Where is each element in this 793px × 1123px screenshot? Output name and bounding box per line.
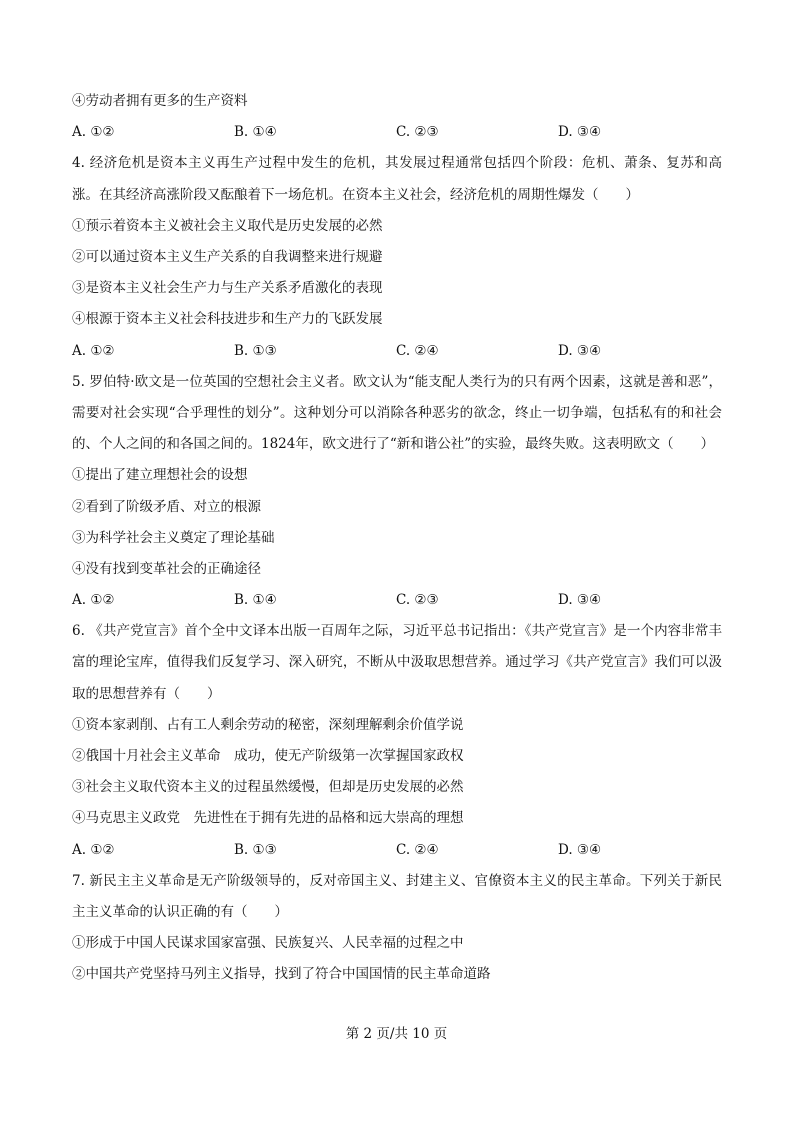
option-b: B. ①③ bbox=[234, 342, 277, 359]
option-d: D. ③④ bbox=[558, 841, 602, 858]
option-item: ④马克思主义政党 先进性在于拥有先进的品格和远大崇高的理想 bbox=[72, 810, 464, 827]
option-d: D. ③④ bbox=[558, 342, 602, 359]
option-c: C. ②③ bbox=[396, 124, 439, 141]
answer-options bbox=[72, 585, 722, 616]
option-item: ②俄国十月社会主义革命 成功，使无产阶级第一次掌握国家政权 bbox=[72, 748, 464, 765]
answer-options bbox=[72, 117, 722, 148]
answer-options bbox=[72, 336, 722, 367]
page-footer: 第 2 页/共 10 页 bbox=[345, 1026, 448, 1042]
option-item: ③是资本主义社会生产力与生产关系矛盾激化的表现 bbox=[72, 280, 383, 297]
option-item: ①资本家剥削、占有工人剩余劳动的秘密，深刻理解剩余价值学说 bbox=[72, 716, 464, 733]
question-4-stem: 4. 经济危机是资本主义再生产过程中发生的危机，其发展过程通常包括四个阶段：危机、萧条、复苏和高涨。在其经济高涨阶段又酝酿着下一场危机。在资本主义社会，经济危机的周期性爆发（ ） bbox=[72, 155, 722, 203]
option-c: C. ②③ bbox=[396, 592, 439, 609]
option-item: ②看到了阶级矛盾、对立的根源 bbox=[72, 498, 261, 515]
question-6-stem: 6. 《共产党宣言》首个全中文译本出版一百周年之际，习近平总书记指出：《共产党宣言》是一个内容非常丰富的理论宝库，值得我们反复学习、深入研究，不断从中汲取思想营养。通过学习《共产党宣言》我们可以汲取的思想营养有（ ） bbox=[72, 623, 722, 702]
option-c: C. ②④ bbox=[396, 342, 439, 359]
option-item: ④劳动者拥有更多的生产资料 bbox=[72, 93, 248, 109]
option-b: B. ①③ bbox=[234, 841, 277, 858]
option-a: A. ①② bbox=[72, 342, 115, 359]
option-item: ②可以通过资本主义生产关系的自我调整来进行规避 bbox=[72, 248, 383, 265]
option-item: ③为科学社会主义奠定了理论基础 bbox=[72, 529, 275, 546]
option-item: ④没有找到变革社会的正确途径 bbox=[72, 560, 261, 577]
option-item: ①提出了建立理想社会的设想 bbox=[72, 467, 248, 484]
answer-options bbox=[72, 835, 722, 866]
option-b: B. ①④ bbox=[234, 592, 277, 609]
option-d: D. ③④ bbox=[558, 592, 602, 609]
option-a: A. ①② bbox=[72, 841, 115, 858]
option-b: B. ①④ bbox=[234, 124, 277, 141]
option-a: A. ①② bbox=[72, 124, 115, 141]
question-7-stem: 7. 新民主主义革命是无产阶级领导的，反对帝国主义、封建主义、官僚资本主义的民主革命。下列关于新民主主义革命的认识正确的有（ ） bbox=[72, 872, 722, 921]
question-5-stem: 5. 罗伯特·欧文是一位英国的空想社会主义者。欧文认为“能支配人类行为的只有两个因素，这就是善和恶”，需要对社会实现“合乎理性的划分”。这种划分可以消除各种恶劣的欲念，终止一切争端，包括私有的和社会的、个人之间的和各国之间的。1824年，欧文进行了“新和谐公社”的实验，最终失败。这表明欧文（ ） bbox=[72, 373, 722, 453]
option-item: ①预示着资本主义被社会主义取代是历史发展的必然 bbox=[72, 217, 383, 234]
option-item: ①形成于中国人民谋求国家富强、民族复兴、人民幸福的过程之中 bbox=[72, 935, 464, 952]
option-c: C. ②④ bbox=[396, 841, 439, 858]
option-item: ④根源于资本主义社会科技进步和生产力的飞跃发展 bbox=[72, 311, 383, 328]
option-a: A. ①② bbox=[72, 592, 115, 609]
document-page bbox=[72, 86, 722, 991]
option-item: ③社会主义取代资本主义的过程虽然缓慢，但却是历史发展的必然 bbox=[72, 779, 464, 796]
option-d: D. ③④ bbox=[558, 124, 602, 141]
option-item: ②中国共产党坚持马列主义指导，找到了符合中国国情的民主革命道路 bbox=[72, 966, 491, 983]
